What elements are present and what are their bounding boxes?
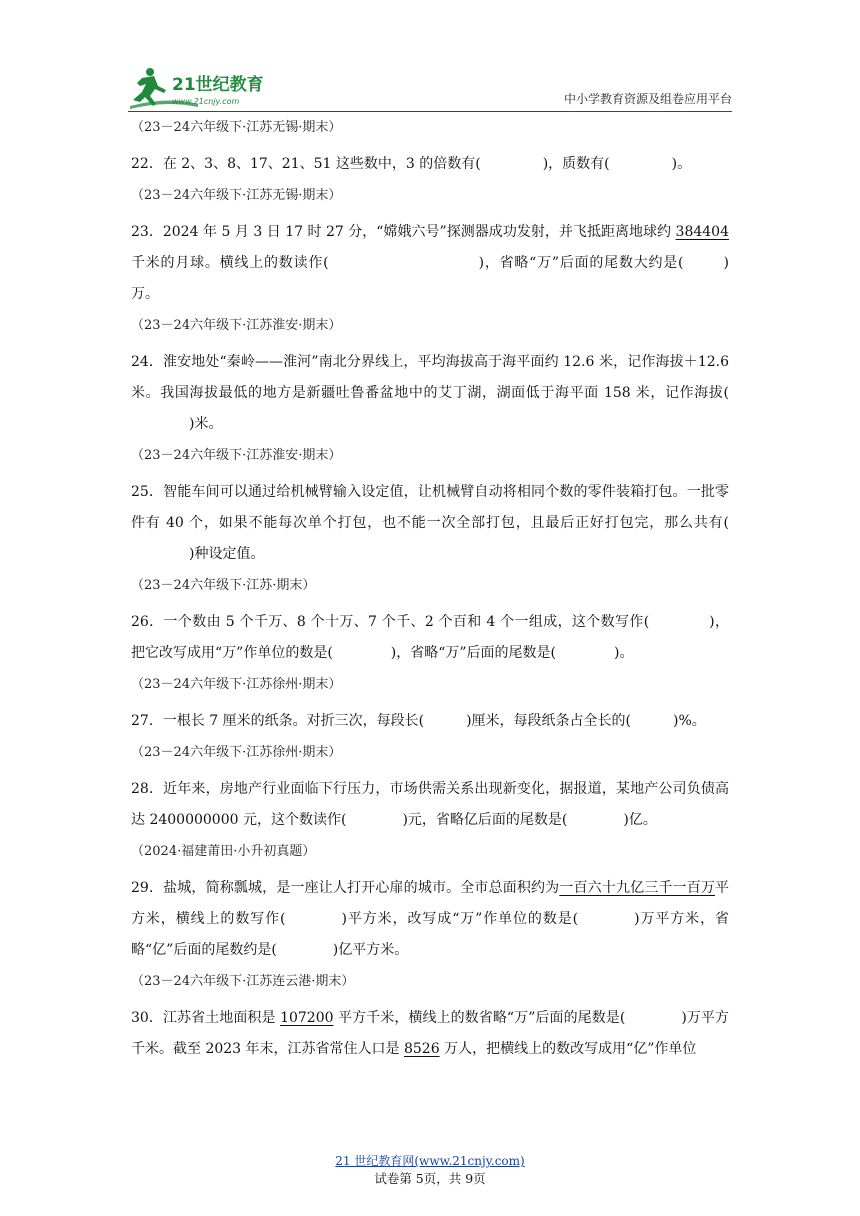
underlined-number: 107200 [280,1010,334,1026]
question-22: 22．在 2、3、8、17、21、51 这些数中，3 的倍数有( )，质数有( )。 [131,156,692,172]
question-30: 30．江苏省土地面积是 107200 平方千米，横线上的数省略“万”后面的尾数是( )万平方千米。截至 2023 年末，江苏省常住人口是 8526 万人，把横线上的数改写成用“亿”作单位 [131,1010,730,1057]
logo-sub-text: www.21cnjy.com [172,97,240,106]
header-divider [128,111,732,112]
21cnjy-logo [128,66,298,110]
logo-main-text: 21世纪教育 [172,75,264,95]
platform-name: 中小学教育资源及组卷应用平台 [563,92,732,106]
question-source: （23－24六年级下·江苏·期末） [131,578,316,593]
question-source: （23－24六年级下·江苏徐州·期末） [131,745,342,760]
underlined-number: 一百六十九亿三千一百万 [559,880,715,896]
question-source: （23－24六年级下·江苏徐州·期末） [131,677,342,692]
question-source: （23－24六年级下·江苏淮安·期末） [131,448,342,463]
question-source: （23－24六年级下·江苏无锡·期末） [131,120,342,135]
underlined-number: 384404 [675,224,729,240]
question-24: 24．淮安地处“秦岭——淮河”南北分界线上，平均海拔高于海平面约 12.6 米，记作海拔＋12.6 米。我国海拔最低的地方是新疆吐鲁番盆地中的艾丁湖，湖面低于海平面 158 米，记作海拔()米。 [131,354,729,432]
question-source: （23－24六年级下·江苏淮安·期末） [131,318,342,333]
question-source: （23－24六年级下·江苏无锡·期末） [131,188,342,203]
question-27: 27．一根长 7 厘米的纸条。对折三次，每段长( )厘米，每段纸条占全长的( )%。 [131,713,706,729]
footer-page-number: 试卷第 5页，共 9页 [374,1171,486,1186]
page-header [128,62,732,112]
question-list [131,114,729,1071]
question-source: （23－24六年级下·江苏连云港·期末） [131,974,355,989]
question-29: 29．盐城，简称瓢城，是一座让人打开心扉的城市。全市总面积约为一百六十九亿三千一百万平方米，横线上的数写作( )平方米，改写成“万”作单位的数是( )万平方米，省略“亿”后面的尾数约是( )亿平方米。 [131,880,729,958]
question-28: 28．近年来，房地产行业面临下行压力，市场供需关系出现新变化，据报道，某地产公司负债高达 2400000000 元，这个数读作( )元，省略亿后面的尾数是( )亿。 [131,781,729,828]
footer-site-link[interactable]: 21 世纪教育网(www.21cnjy.com) [335,1154,525,1168]
question-23: 23．2024 年 5 月 3 日 17 时 27 分，“嫦娥六号”探测器成功发射，并飞抵距离地球约 384404 千米的月球。横线上的数读作( )，省略“万”后面的尾数大约是( )万。 [131,224,729,302]
underlined-number: 8526 [403,1041,440,1057]
question-25: 25．智能车间可以通过给机械臂输入设定值，让机械臂自动将相同个数的零件装箱打包。一批零件有 40 个，如果不能每次单个打包，也不能一次全部打包，且最后正好打包完，那么共有()种设定值。 [131,484,729,562]
question-source: （2024·福建莆田·小升初真题） [131,844,316,859]
question-26: 26．一个数由 5 个千万、8 个十万、7 个千、2 个百和 4 个一组成，这个数写作( )，把它改写成用“万”作单位的数是( )，省略“万”后面的尾数是( )。 [131,614,729,661]
